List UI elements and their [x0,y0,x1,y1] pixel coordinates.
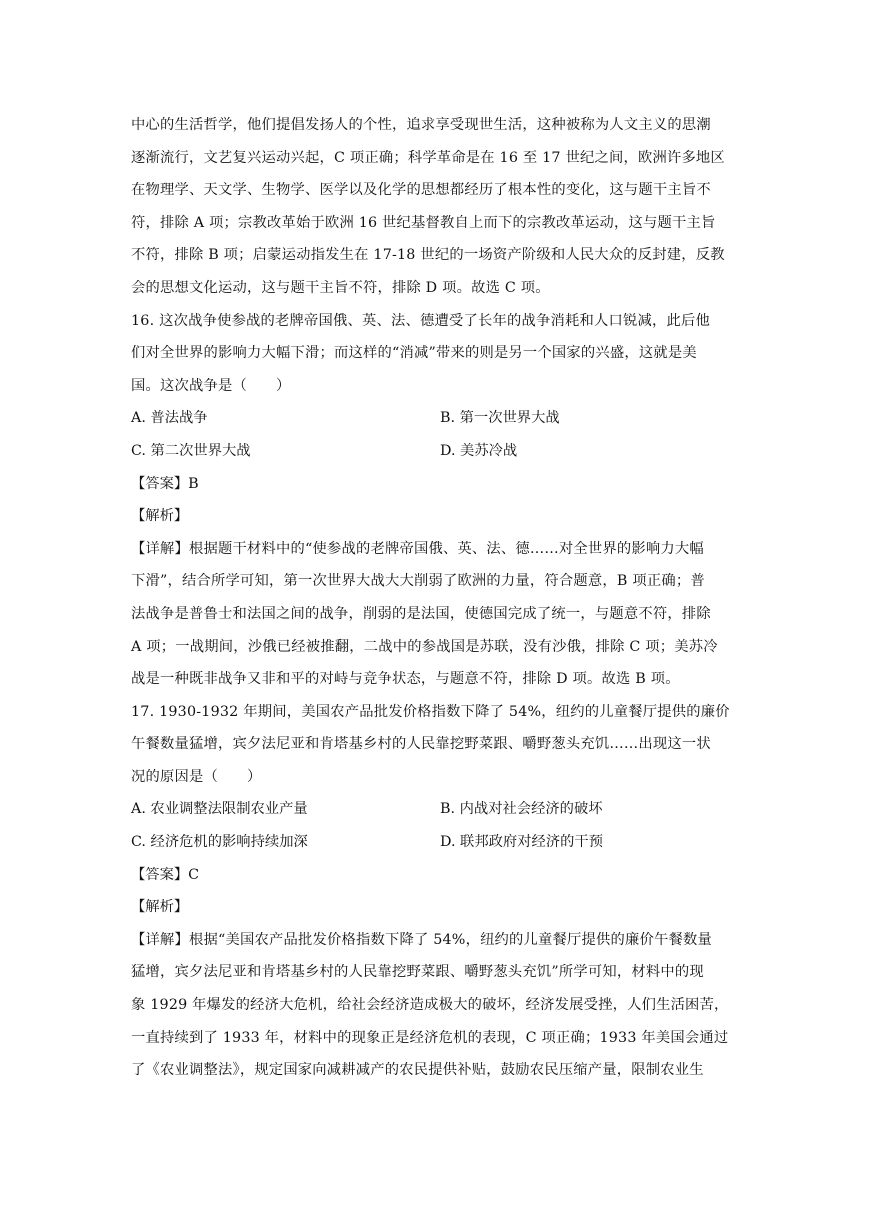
question-stem-line: 17. 1930-1932 年期间，美国农产品批发价格指数下降了 54%，纽约的儿童餐厅提供的廉价 [131,703,730,720]
option-b: B. 第一次世界大战 [440,410,560,427]
text-line: 不符，排除 B 项；启蒙运动指发生在 17-18 世纪的一场资产阶级和人民大众的反封建，反教 [131,247,725,264]
detail-line: 象 1929 年爆发的经济大危机，给社会经济造成极大的破坏，经济发展受挫，人们生活困苦， [131,997,729,1014]
question-stem-line: 午餐数量猛增，宾夕法尼亚和肯塔基乡村的人民靠挖野菜跟、嚼野葱头充饥……出现这一状 [131,736,711,753]
question-16 [131,305,749,696]
analysis-label: 【解析】 [131,508,189,525]
detail-line: 了《农业调整法》，规定国家向减耕减产的农民提供补贴，鼓励农民压缩产量，限制农业生 [131,1062,704,1079]
option-b: B. 内战对社会经济的破坏 [440,801,603,818]
question-stem-line: 国。这次战争是（ ） [131,377,291,394]
text-line: 逐渐流行，文艺复兴运动兴起，C 项正确；科学革命是在 16 至 17 世纪之间，欧洲许多地区 [131,149,725,166]
analysis-label: 【解析】 [131,899,189,916]
answer-label: 【答案】B [131,475,199,492]
text-line: 中心的生活哲学，他们提倡发扬人的个性，追求享受现世生活，这种被称为人文主义的思潮 [131,117,711,133]
text-line: 会的思想文化运动，这与题干主旨不符，排除 D 项。故选 C 项。 [131,279,550,296]
options-row [131,826,749,859]
option-c: C. 第二次世界大战 [131,442,251,459]
question-stem-line: 们对全世界的影响力大幅下滑；而这样的“消减”带来的则是另一个国家的兴盛，这就是美 [131,345,697,362]
answer-label: 【答案】C [131,866,200,883]
detail-line: 【详解】根据题干材料中的“使参战的老牌帝国俄、英、法、德……对全世界的影响力大幅 [131,540,704,557]
options-row [131,435,749,468]
options-row [131,402,749,435]
detail-line: 一直持续到了 1933 年，材料中的现象正是经济危机的表现，C 项正确；1933 年美国会通过 [131,1029,729,1046]
analysis-block-15 [131,109,749,305]
detail-line: 猛增，宾夕法尼亚和肯塔基乡村的人民靠挖野菜跟、嚼野葱头充饥”所学可知，材料中的现 [131,964,704,981]
detail-line: 战是一种既非战争又非和平的对峙与竞争状态，与题意不符，排除 D 项。故选 B 项。 [131,671,680,688]
text-line: 在物理学、天文学、生物学、医学以及化学的思想都经历了根本性的变化，这与题干主旨不 [131,182,711,199]
text-line: 符，排除 A 项；宗教改革始于欧洲 16 世纪基督教自上而下的宗教改革运动，这与题干主旨 [131,214,716,231]
option-c: C. 经济危机的影响持续加深 [131,834,308,851]
detail-line: 【详解】根据“美国农产品批发价格指数下降了 54%，纽约的儿童餐厅提供的廉价午餐数量 [131,931,713,948]
question-stem-line: 16. 这次战争使参战的老牌帝国俄、英、法、德遭受了长年的战争消耗和人口锐减，此后他 [131,312,710,329]
option-d: D. 美苏冷战 [440,442,518,459]
detail-line: 下滑”，结合所学可知，第一次世界大战大大削弱了欧洲的力量，符合题意，B 项正确；普 [131,573,705,590]
options-row [131,793,749,826]
question-17 [131,696,749,1087]
question-stem-line: 况的原因是（ ） [131,768,262,785]
option-d: D. 联邦政府对经济的干预 [440,834,604,851]
detail-line: A 项；一战期间，沙俄已经被推翻，二战中的参战国是苏联，没有沙俄，排除 C 项；美苏冷 [131,638,718,655]
option-a: A. 普法战争 [131,410,208,427]
detail-line: 法战争是普鲁士和法国之间的战争，削弱的是法国，使德国完成了统一，与题意不符，排除 [131,605,711,622]
option-a: A. 农业调整法限制农业产量 [131,801,308,818]
